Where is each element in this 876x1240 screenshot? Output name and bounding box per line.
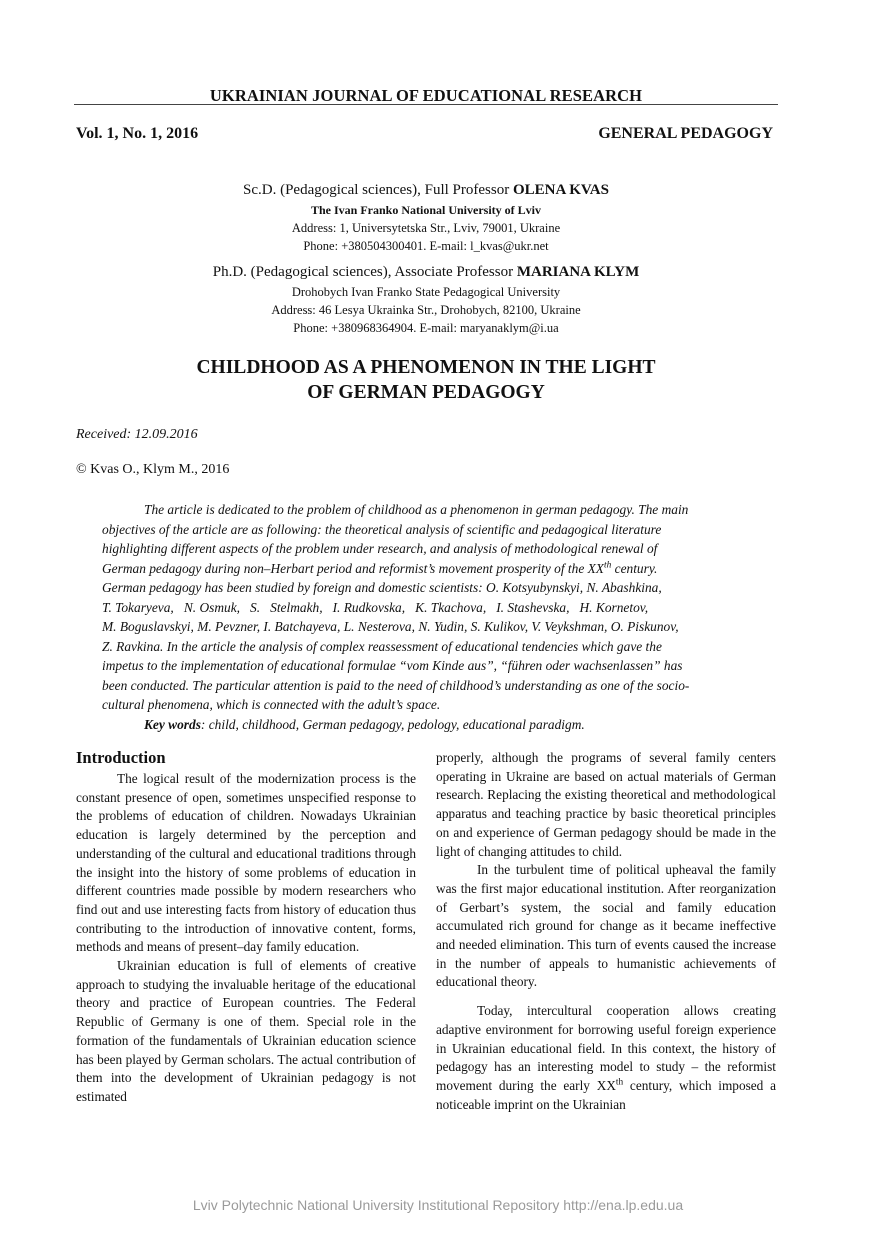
title-line-2: OF GERMAN PEDAGOGY [307, 382, 545, 403]
abstract-line: impetus to the implementation of educational formulae “vom Kinde aus”, “führen oder wachsenlassen” has [102, 658, 683, 673]
paragraph-sup: th [615, 1077, 624, 1088]
author-degree: Ph.D. (Pedagogical sciences), Associate Professor [212, 264, 514, 280]
article-title [0, 355, 852, 405]
abstract-line-4 [102, 559, 752, 579]
repository-footer: Lviv Polytechnic National University Institutional Repository http://ena.lp.edu.ua [192, 1197, 684, 1213]
abstract-line-4-text: German pedagogy during non–Herbart period and reformist’s movement prosperity of the XX [102, 560, 604, 576]
author-block-1 [0, 182, 852, 255]
author-name: MARIANA KLYM [516, 264, 640, 280]
section-heading: Introduction [76, 748, 166, 767]
volume-info: Vol. 1, No. 1, 2016 [76, 125, 199, 142]
abstract-line-4-end: century. [611, 560, 658, 576]
right-column [436, 749, 776, 1114]
author-contact: Phone: +380504300401. E-mail: l_kvas@ukr.net [303, 239, 549, 253]
abstract-line: Z. Ravkina. In the article the analysis of complex reassessment of educational tendencies which gave the [102, 638, 662, 654]
paragraph: In the turbulent time of political upheaval the family was the first major educational institution. After reorganization of Gerbart’s system, the social and family education accumulated rich ground for change as it became ineffective and needed elimination. This turn of events caused the increase in the number of appeals to humanistic achievements of educational theory. [436, 862, 776, 990]
abstract-line: German pedagogy has been studied by foreign and domestic scientists: O. Kotsyubynskyi, N. Abashkina, [102, 580, 662, 595]
abstract-line: The article is dedicated to the problem of childhood as a phenomenon in german pedagogy. The main [144, 502, 689, 517]
abstract-line: T. Tokaryeva, N. Osmuk, S. Stelmakh, I. Rudkovska, K. Tkachova, I. Stashevska, H. Kornetov, [102, 599, 649, 615]
author-address: Address: 46 Lesya Ukrainka Str., Drohobych, 82100, Ukraine [271, 303, 581, 317]
author-block-2 [0, 264, 852, 337]
paragraph-last-end: century, which imposed a noticeable imprint on the Ukrainian [436, 1077, 776, 1112]
abstract-line: objectives of the article are as following: the theoretical analysis of scientific and pedagogical literature [102, 521, 662, 537]
author-degree: Sc.D. (Pedagogical sciences), Full Professor [243, 182, 510, 198]
author-line-2 [0, 264, 852, 281]
left-column [76, 747, 416, 1107]
copyright: © Kvas O., Klym M., 2016 [76, 462, 230, 477]
keywords-text: : child, childhood, German pedagogy, pedology, educational paradigm. [200, 716, 585, 732]
paragraph-last [436, 1002, 776, 1114]
received-date: Received: 12.09.2016 [76, 427, 198, 442]
abstract [102, 500, 752, 734]
paragraph: The logical result of the modernization process is the constant presence of open, sometimes unspecified response to the problems of education of children. Nowadays Ukrainian education is largely determined by the perception and understanding of the cultural and educational traditions through the insight into the history of some problems of education in different countries made possible by modern researchers who find out and use interesting facts from history of education thus contributing to the introduction of innovative content, forms, methods and means of present–day family education. [76, 771, 416, 955]
abstract-line: cultural phenomena, which is connected with the adult’s space. [102, 697, 441, 712]
section-name: GENERAL PEDAGOGY [598, 125, 773, 142]
paragraph-last-start: Today, intercultural cooperation allows creating adaptive environment for borrowing useful foreign experience in Ukrainian educational field. In this context, the history of pedagogy has an interesting model to study – the reformist movement during the early XX [436, 1003, 776, 1093]
header-rule [74, 104, 778, 105]
keywords [102, 715, 752, 735]
author-contact: Phone: +380968364904. E-mail: maryanaklym@i.ua [293, 321, 559, 335]
author-address: Address: 1, Universytetska Str., Lviv, 79001, Ukraine [291, 221, 561, 235]
paragraph: properly, although the programs of several family centers operating in Ukraine are based on actual materials of German research. Replacing the existing theoretical and methodological apparatus and teaching practice by basic theoretical principles on and experience of German pedagogy should be made in the light of changing attitudes to child. [436, 750, 776, 859]
abstract-sup: th [603, 560, 612, 571]
title-line-1: CHILDHOOD AS A PHENOMENON IN THE LIGHT [196, 357, 656, 378]
author-name: OLENA KVAS [512, 182, 609, 198]
abstract-line: highlighting different aspects of the problem under research, and analysis of methodological renewal of [102, 541, 658, 556]
author-affiliation: Drohobych Ivan Franko State Pedagogical University [291, 285, 561, 299]
author-affiliation: The Ivan Franko National University of Lviv [310, 203, 541, 217]
journal-title: UKRAINIAN JOURNAL OF EDUCATIONAL RESEARCH [209, 86, 643, 105]
keywords-label: Key words [144, 716, 201, 732]
abstract-line: been conducted. The particular attention is paid to the need of childhood’s understanding as one of the socio- [102, 677, 690, 693]
author-line-1 [0, 182, 852, 199]
abstract-line: M. Boguslavskyi, M. Pevzner, I. Batchayeva, L. Nesterova, N. Yudin, S. Kulikov, V. Veykshman, O. Piskunov, [102, 619, 679, 634]
paragraph: Ukrainian education is full of elements of creative approach to studying the invaluable heritage of the educational theory and practice of European countries. The Federal Republic of Germany is one of them. Special role in the formation of the fundamentals of Ukrainian education science has been played by German scholars. The actual contribution of them into the development of Ukrainian pedagogy is not estimated [76, 958, 416, 1104]
